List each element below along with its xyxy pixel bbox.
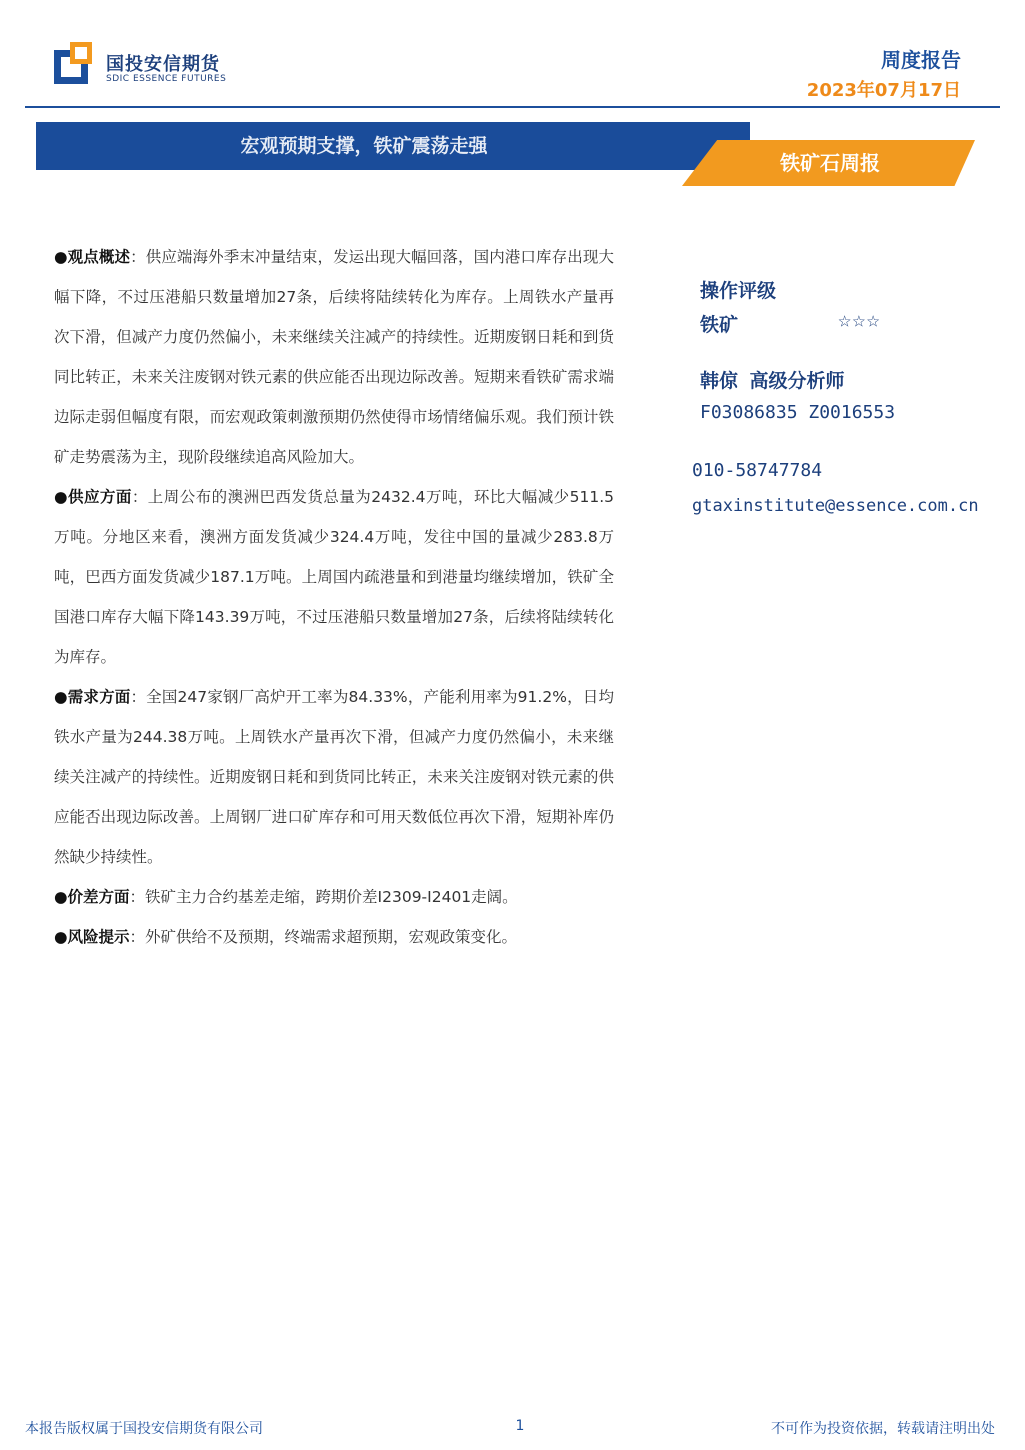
page-number: 1	[515, 1418, 525, 1434]
section-demand	[54, 677, 614, 877]
logo-name-cn: 国投安信期货	[106, 54, 220, 75]
section-supply	[54, 477, 614, 677]
section-text: ：铁矿主力合约基差走缩，跨期价差I2309-I2401走阔。	[129, 888, 518, 906]
report-date: 2023年07月17日	[806, 80, 961, 101]
rating-stars-icon: ☆☆☆	[838, 308, 881, 333]
footer-copyright: 本报告版权属于国投安信期货有限公司	[25, 1421, 263, 1437]
section-overview	[54, 237, 614, 477]
rating-title: 操作评级	[700, 280, 777, 302]
company-logo	[54, 42, 98, 84]
section-heading: ●风险提示	[54, 928, 130, 946]
report-body	[54, 237, 614, 957]
section-text: ：供应端海外季末冲量结束，发运出现大幅回落，国内港口库存出现大幅下降，不过压港船只数量增加27条，后续将陆续转化为库存。上周铁水产量再次下滑，但减产力度仍然偏小，未来继续关注减产的持续性。近期废钢日耗和到货同比转正，未来关注废钢对铁元素的供应能否出现边际改善。短期来看铁矿需求端边际走弱但幅度有限，而宏观政策刺激预期仍然使得市场情绪偏乐观。我们预计铁矿走势震荡为主，现阶段继续追高风险加大。	[54, 248, 614, 466]
section-heading: ●观点概述	[54, 248, 131, 266]
section-text: ：外矿供给不及预期，终端需求超预期，宏观政策变化。	[129, 928, 518, 946]
report-title: 宏观预期支撑，铁矿震荡走强	[240, 135, 488, 157]
section-heading: ●需求方面	[54, 688, 131, 706]
contact-email[interactable]: gtaxinstitute@essence.com.cn	[692, 496, 979, 516]
report-tag: 铁矿石周报	[780, 151, 880, 175]
section-text: ：全国247家钢厂高炉开工率为84.33%，产能利用率为91.2%，日均铁水产量为244.38万吨。上周铁水产量再次下滑，但减产力度仍然偏小，未来继续关注减产的持续性。近期废钢日耗和到货同比转正，未来关注废钢对铁元素的供应能否出现边际改善。上周钢厂进口矿库存和可用天数低位再次下滑，短期补库仍然缺少持续性。	[54, 688, 614, 866]
logo-name-en: SDIC ESSENCE FUTURES	[106, 74, 227, 84]
report-type: 周度报告	[881, 48, 961, 72]
analyst-cert: F03086835 Z0016553	[700, 402, 896, 423]
section-text: ：上周公布的澳洲巴西发货总量为2432.4万吨，环比大幅减少511.5万吨。分地区来看，澳洲方面发货减少324.4万吨，发往中国的量减少283.8万吨，巴西方面发货减少187.1万吨。上周国内疏港量和到港量均继续增加，铁矿全国港口库存大幅下降143.39万吨，不过压港船只数量增加27条，后续将陆续转化为库存。	[54, 488, 614, 666]
section-risk	[54, 917, 614, 957]
section-spread	[54, 877, 614, 917]
contact-phone: 010-58747784	[692, 460, 823, 481]
analyst-name: 韩倞 高级分析师	[700, 370, 845, 392]
section-heading: ●价差方面	[54, 888, 130, 906]
rating-item: 铁矿	[700, 314, 739, 336]
header-divider	[25, 106, 1000, 108]
footer-disclaimer: 不可作为投资依据，转载请注明出处	[771, 1421, 995, 1437]
section-heading: ●供应方面	[54, 488, 132, 506]
